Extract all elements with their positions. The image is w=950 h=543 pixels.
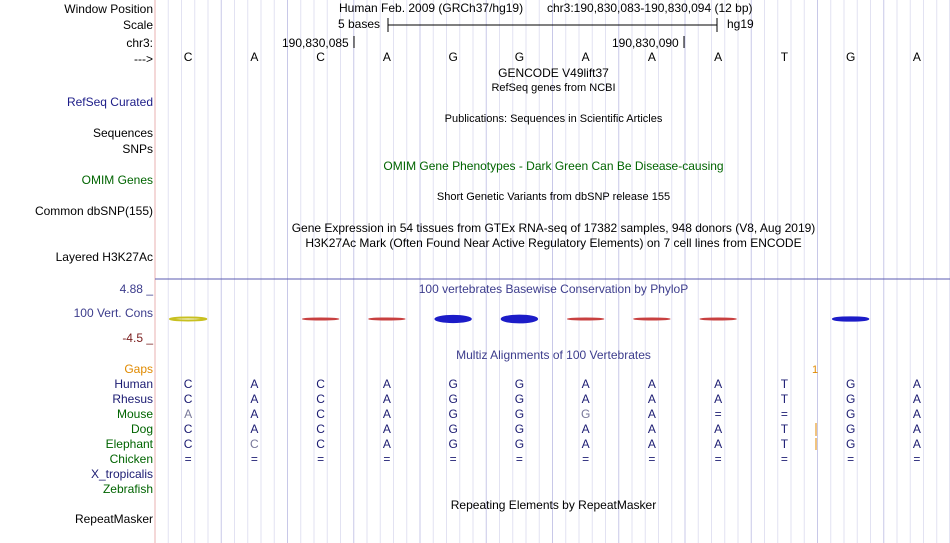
conservation-max: 4.88 _	[119, 282, 153, 296]
alignment-base: G	[448, 422, 458, 436]
alignment-base: A	[912, 437, 921, 451]
alignment-base: T	[780, 392, 789, 406]
alignment-base: C	[316, 407, 325, 421]
species-label[interactable]: Chicken	[109, 452, 153, 466]
conservation-score-mark	[435, 315, 471, 322]
alignment-base: A	[581, 392, 590, 406]
refseq-track-desc: RefSeq genes from NCBI	[491, 82, 616, 94]
alignment-base: =	[648, 452, 656, 466]
gtex-track-desc: Gene Expression in 54 tissues from GTEx RNA-seq of 17382 samples, 948 donors (V8, Aug 2019)	[291, 221, 816, 235]
reference-base: T	[780, 50, 789, 64]
alignment-base: A	[647, 437, 656, 451]
alignment-base: A	[912, 407, 921, 421]
alignment-base: C	[316, 422, 325, 436]
publications-track-desc: Publications: Sequences in Scientific Articles	[444, 113, 663, 125]
alignment-base: A	[714, 437, 723, 451]
alignment-base: A	[581, 377, 590, 391]
alignment-base: =	[515, 452, 523, 466]
alignment-base: A	[382, 392, 391, 406]
alignment-base: T	[780, 437, 789, 451]
alignment-base: G	[448, 437, 458, 451]
alignment-base: A	[184, 407, 193, 421]
alignment-base: G	[845, 437, 856, 451]
alignment-base: A	[250, 407, 259, 421]
repeatmasker-label[interactable]: RepeatMasker	[74, 512, 153, 526]
alignment-base: =	[913, 452, 921, 466]
alignment-base: =	[383, 452, 391, 466]
alignment-base: =	[449, 452, 457, 466]
common-dbsnp-label[interactable]: Common dbSNP(155)	[34, 204, 153, 218]
species-label[interactable]: Rhesus	[112, 392, 153, 406]
reference-base: G	[448, 50, 458, 64]
alignment-base: C	[316, 437, 325, 451]
alignment-base: G	[845, 407, 856, 421]
species-label[interactable]: Dog	[130, 422, 153, 436]
alignment-base: G	[845, 422, 856, 436]
conservation-min: -4.5 _	[122, 331, 153, 345]
scale-label: Scale	[122, 18, 153, 32]
conservation-score-mark	[832, 317, 868, 321]
reference-base: A	[647, 50, 656, 64]
reference-base: A	[250, 50, 259, 64]
reference-base: A	[581, 50, 590, 64]
assembly-title: Human Feb. 2009 (GRCh37/hg19)	[339, 1, 524, 15]
gaps-label: Gaps	[124, 362, 153, 376]
species-label[interactable]: Mouse	[116, 407, 153, 421]
alignment-base: A	[714, 377, 723, 391]
conservation-score-mark	[501, 315, 537, 323]
conservation-score-mark	[302, 318, 338, 320]
reference-base: C	[316, 50, 325, 64]
alignment-base: A	[647, 407, 656, 421]
omim-genes-label[interactable]: OMIM Genes	[81, 173, 153, 187]
alignment-base: A	[581, 437, 590, 451]
alignment-base: G	[448, 407, 458, 421]
alignment-base: G	[514, 437, 525, 451]
alignment-base: A	[250, 377, 259, 391]
alignment-base: A	[581, 422, 590, 436]
alignment-base: A	[912, 377, 921, 391]
alignment-base: =	[184, 452, 192, 466]
window-position-label: Window Position	[64, 2, 153, 16]
alignment-base: A	[382, 407, 391, 421]
alignment-base: C	[316, 392, 325, 406]
species-label[interactable]: Human	[114, 377, 153, 391]
dbsnp-track-desc: Short Genetic Variants from dbSNP release 155	[436, 191, 671, 203]
scale-db: hg19	[727, 17, 754, 31]
species-label[interactable]: Zebrafish	[102, 482, 153, 496]
layered-h3k27ac-label[interactable]: Layered H3K27Ac	[55, 250, 153, 264]
gap-count: 1	[812, 364, 819, 376]
position-readout: chr3:190,830,083-190,830,094 (12 bp)	[547, 1, 753, 15]
reference-base: A	[382, 50, 391, 64]
alignment-base: C	[250, 437, 259, 451]
alignment-base: =	[714, 407, 722, 421]
conservation-plot	[155, 308, 950, 330]
reference-base: G	[845, 50, 856, 64]
alignment-base: G	[514, 407, 525, 421]
reference-base: C	[183, 50, 193, 64]
alignment-base: =	[714, 452, 722, 466]
alignment-base: A	[912, 422, 921, 436]
alignment-base: G	[845, 377, 856, 391]
alignment-base: T	[780, 422, 789, 436]
alignment-base: =	[780, 452, 788, 466]
alignment-base: A	[647, 377, 656, 391]
alignment-base: A	[714, 392, 723, 406]
alignment-base: C	[183, 437, 193, 451]
alignment-base: C	[183, 392, 193, 406]
alignment-base: =	[780, 407, 788, 421]
sequences-label[interactable]: Sequences	[92, 126, 153, 140]
conservation-score-mark	[700, 318, 736, 320]
alignment-base: =	[250, 452, 258, 466]
coord-right: 190,830,090	[612, 36, 679, 50]
species-label[interactable]: X_tropicalis	[90, 467, 153, 481]
alignment-base: C	[183, 377, 193, 391]
coord-left: 190,830,085	[282, 36, 349, 50]
alignment-base: =	[317, 452, 325, 466]
strand-label: --->	[134, 52, 153, 66]
refseq-curated-label[interactable]: RefSeq Curated	[66, 95, 153, 109]
alignment-base: A	[647, 422, 656, 436]
alignment-base: G	[845, 392, 856, 406]
h3k27ac-track-desc: H3K27Ac Mark (Often Found Near Active Regulatory Elements) on 7 cell lines from ENCODE	[305, 236, 802, 250]
alignment-base: A	[912, 392, 921, 406]
alignment-base: A	[382, 422, 391, 436]
alignment-base: =	[582, 452, 590, 466]
species-label[interactable]: Elephant	[105, 437, 153, 451]
alignment-base: A	[647, 392, 656, 406]
omim-track-desc: OMIM Gene Phenotypes - Dark Green Can Be Disease-causing	[383, 159, 724, 173]
alignment-base: =	[847, 452, 855, 466]
conservation-score-mark	[634, 318, 670, 320]
alignment-base: G	[514, 377, 525, 391]
multiz-track-title: Multiz Alignments of 100 Vertebrates	[456, 348, 651, 362]
alignment-base: G	[514, 392, 525, 406]
snps-label[interactable]: SNPs	[122, 142, 153, 156]
reference-base: A	[714, 50, 723, 64]
reference-base: A	[912, 50, 921, 64]
conservation-label[interactable]: 100 Vert. Cons	[73, 306, 153, 320]
alignment-base: A	[250, 422, 259, 436]
conservation-score-mark	[170, 318, 206, 321]
repeatmasker-track-desc: Repeating Elements by RepeatMasker	[450, 498, 657, 512]
alignment-base: C	[316, 377, 325, 391]
alignment-base: A	[250, 392, 259, 406]
scale-text: 5 bases	[338, 17, 381, 31]
conservation-score-mark	[567, 318, 603, 320]
gencode-track-title[interactable]: GENCODE V49lift37	[498, 66, 609, 80]
conservation-score-mark	[369, 318, 405, 320]
reference-base: G	[514, 50, 525, 64]
alignment-base: G	[448, 377, 458, 391]
alignment-base: A	[382, 437, 391, 451]
conservation-track-title: 100 vertebrates Basewise Conservation by PhyloP	[418, 282, 689, 296]
alignment-base: G	[514, 422, 525, 436]
alignment-base: C	[183, 422, 193, 436]
alignment-base: T	[780, 377, 789, 391]
alignment-base: G	[580, 407, 591, 421]
alignment-base: A	[382, 377, 391, 391]
alignment-base: G	[448, 392, 458, 406]
chrom-label: chr3:	[126, 36, 153, 50]
alignment-base: A	[714, 422, 723, 436]
